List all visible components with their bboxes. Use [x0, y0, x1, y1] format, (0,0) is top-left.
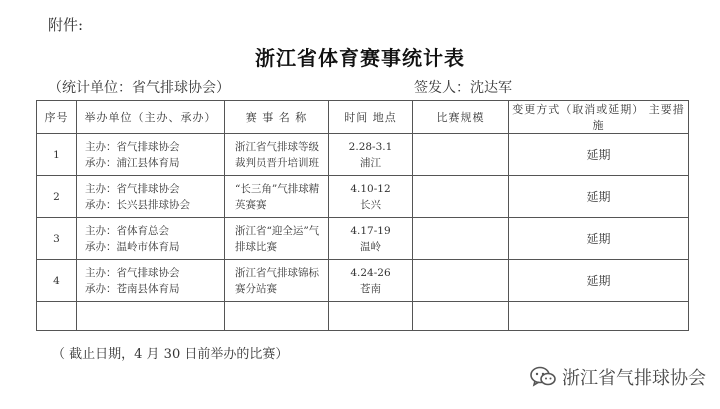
- event-place: 浦江: [360, 156, 381, 169]
- row-seq: 1: [37, 134, 77, 176]
- empty-cell: [225, 302, 329, 331]
- host-text: 主办：省气排球协会: [85, 182, 180, 195]
- row-host-organizer: [77, 260, 225, 302]
- row-host-organizer: [77, 218, 225, 260]
- empty-cell: [509, 302, 689, 331]
- table-row: [37, 218, 689, 260]
- event-date: 4.24-26: [350, 266, 391, 279]
- event-line: 英赛赛: [235, 198, 267, 211]
- row-scale: [413, 134, 509, 176]
- column-header-host: 举办单位（主办、承办）: [77, 101, 225, 134]
- column-header-event: 赛 事 名 称: [225, 101, 329, 134]
- document-title: 浙江省体育赛事统计表: [255, 46, 465, 70]
- statistics-unit: （统计单位：省气排球协会）: [48, 80, 230, 96]
- row-scale: [413, 176, 509, 218]
- row-time-place: [329, 218, 413, 260]
- event-place: 苍南: [360, 282, 381, 295]
- row-event-name: [225, 176, 329, 218]
- event-line: 浙江省气排球锦标: [235, 266, 319, 279]
- event-date: 4.17-19: [350, 224, 391, 237]
- table-row: [37, 134, 689, 176]
- column-header-change: 变更方式（取消或延期） 主要措施: [509, 101, 689, 134]
- organizer-text: 承办：苍南县体育局: [85, 282, 180, 295]
- row-host-organizer: [77, 176, 225, 218]
- issuer: 签发人：沈达军: [414, 80, 512, 96]
- event-line: 浙江省“迎全运”气: [235, 224, 320, 237]
- row-event-name: [225, 260, 329, 302]
- organizer-text: 承办：长兴县排球协会: [85, 198, 190, 211]
- row-event-name: [225, 134, 329, 176]
- row-scale: [413, 218, 509, 260]
- row-event-name: [225, 218, 329, 260]
- row-scale: [413, 260, 509, 302]
- column-header-time-place: 时间 地点: [329, 101, 413, 134]
- event-line: “长三角”气排球精: [235, 182, 320, 195]
- host-text: 主办：省体育总会: [85, 224, 169, 237]
- table-header-row: [37, 101, 689, 134]
- footnote: （ 截止日期，4 月 30 日前举办的比赛）: [52, 347, 289, 362]
- table-row: [37, 260, 689, 302]
- organizer-text: 承办：浦江县体育局: [85, 156, 180, 169]
- column-header-seq: 序号: [37, 101, 77, 134]
- row-seq: 2: [37, 176, 77, 218]
- host-text: 主办：省气排球协会: [85, 140, 180, 153]
- empty-cell: [329, 302, 413, 331]
- row-time-place: [329, 176, 413, 218]
- table-row: [37, 176, 689, 218]
- row-change: 延期: [509, 218, 689, 260]
- empty-cell: [413, 302, 509, 331]
- event-line: 裁判员晋升培训班: [235, 156, 319, 169]
- empty-cell: [77, 302, 225, 331]
- organizer-text: 承办：温岭市体育局: [85, 240, 180, 253]
- row-time-place: [329, 134, 413, 176]
- row-change: 延期: [509, 260, 689, 302]
- event-statistics-table: [36, 100, 689, 331]
- column-header-scale: 比赛规模: [413, 101, 509, 134]
- event-line: 赛分站赛: [235, 282, 277, 295]
- row-change: 延期: [509, 176, 689, 218]
- event-line: 浙江省气排球等级: [235, 140, 319, 153]
- row-change: 延期: [509, 134, 689, 176]
- event-place: 温岭: [360, 240, 381, 253]
- empty-cell: [37, 302, 77, 331]
- wechat-icon: [530, 366, 556, 388]
- host-text: 主办：省气排球协会: [85, 266, 180, 279]
- row-seq: 4: [37, 260, 77, 302]
- watermark: [530, 364, 706, 390]
- row-seq: 3: [37, 218, 77, 260]
- event-place: 长兴: [360, 198, 381, 211]
- watermark-text: 浙江省气排球协会: [562, 368, 706, 389]
- row-time-place: [329, 260, 413, 302]
- row-host-organizer: [77, 134, 225, 176]
- event-line: 排球比赛: [235, 240, 277, 253]
- event-date: 4.10-12: [350, 182, 391, 195]
- event-date: 2.28-3.1: [348, 140, 393, 153]
- table-row-empty: [37, 302, 689, 331]
- attachment-label: 附件:: [48, 16, 84, 34]
